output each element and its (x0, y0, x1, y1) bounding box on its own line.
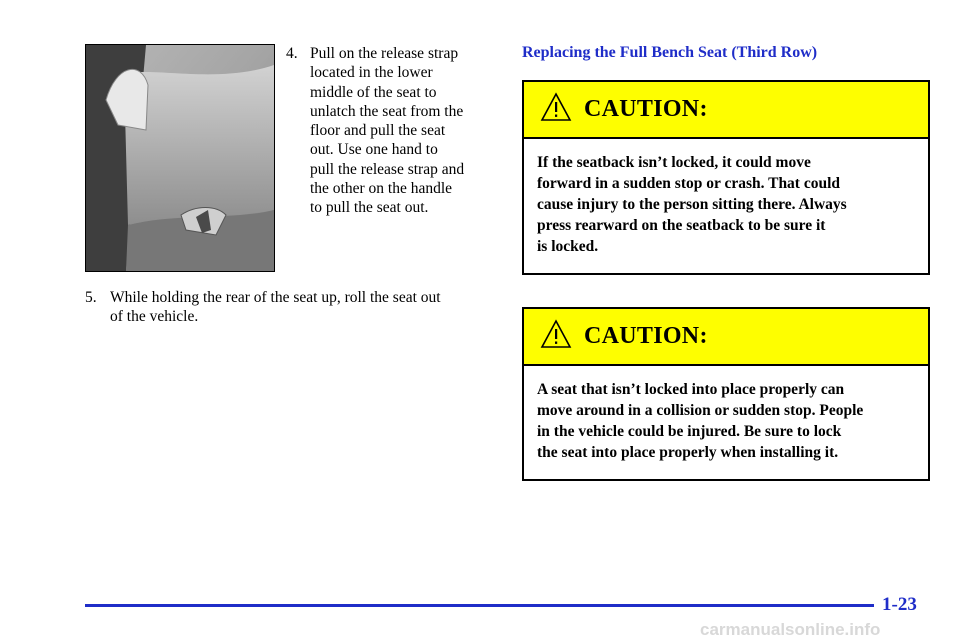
caution-line: A seat that isn’t locked into place properly can (537, 381, 845, 398)
page-number: 1-23 (882, 594, 917, 615)
step-4-number: 4. (286, 45, 298, 62)
step-4-line: Pull on the release strap (310, 45, 459, 62)
caution-text (524, 366, 928, 463)
caution-header (524, 82, 928, 139)
watermark: carmanualsonline.info (700, 620, 881, 639)
caution-line: forward in a sudden stop or crash. That could (537, 175, 841, 192)
caution-header (524, 309, 928, 366)
section-heading: Replacing the Full Bench Seat (Third Row) (522, 44, 818, 61)
step-5-line: of the vehicle. (110, 308, 199, 326)
step-4-line: floor and pull the seat (310, 122, 446, 140)
caution-box-1 (522, 80, 930, 275)
caution-line: move around in a collision or sudden stop. People (537, 402, 864, 419)
step-5-text (110, 288, 495, 327)
step-4-line: pull the release strap and (310, 160, 465, 178)
step-4-line: unlatch the seat from the (310, 102, 464, 120)
step-4-line: to pull the seat out. (310, 199, 429, 217)
caution-line: cause injury to the person sitting there. Always (537, 196, 847, 213)
step-4-line: out. Use one hand to (310, 141, 438, 159)
step-4-line: middle of the seat to (310, 83, 437, 101)
step-4-text (310, 44, 496, 218)
caution-line: in the vehicle could be injured. Be sure to lock (537, 423, 842, 440)
seat-release-strap-photo (85, 44, 275, 272)
warning-triangle-icon (540, 319, 572, 354)
caution-line: press rearward on the seatback to be sure it (537, 217, 826, 234)
footer-rule (85, 604, 874, 607)
caution-text (524, 139, 928, 257)
step-4 (286, 44, 496, 218)
step-5 (85, 288, 495, 327)
step-4-line: located in the lower (310, 64, 433, 82)
caution-box-2 (522, 307, 930, 481)
step-5-line: While holding the rear of the seat up, roll the seat out (110, 289, 441, 306)
step-5-number: 5. (85, 289, 97, 306)
caution-line: If the seatback isn’t locked, it could move (537, 154, 811, 171)
caution-line: is locked. (537, 238, 599, 255)
caution-title: CAUTION: (584, 96, 708, 122)
warning-triangle-icon (540, 92, 572, 127)
caution-title: CAUTION: (584, 323, 708, 349)
caution-line: the seat into place properly when installing it. (537, 444, 839, 461)
step-4-line: the other on the handle (310, 180, 453, 198)
